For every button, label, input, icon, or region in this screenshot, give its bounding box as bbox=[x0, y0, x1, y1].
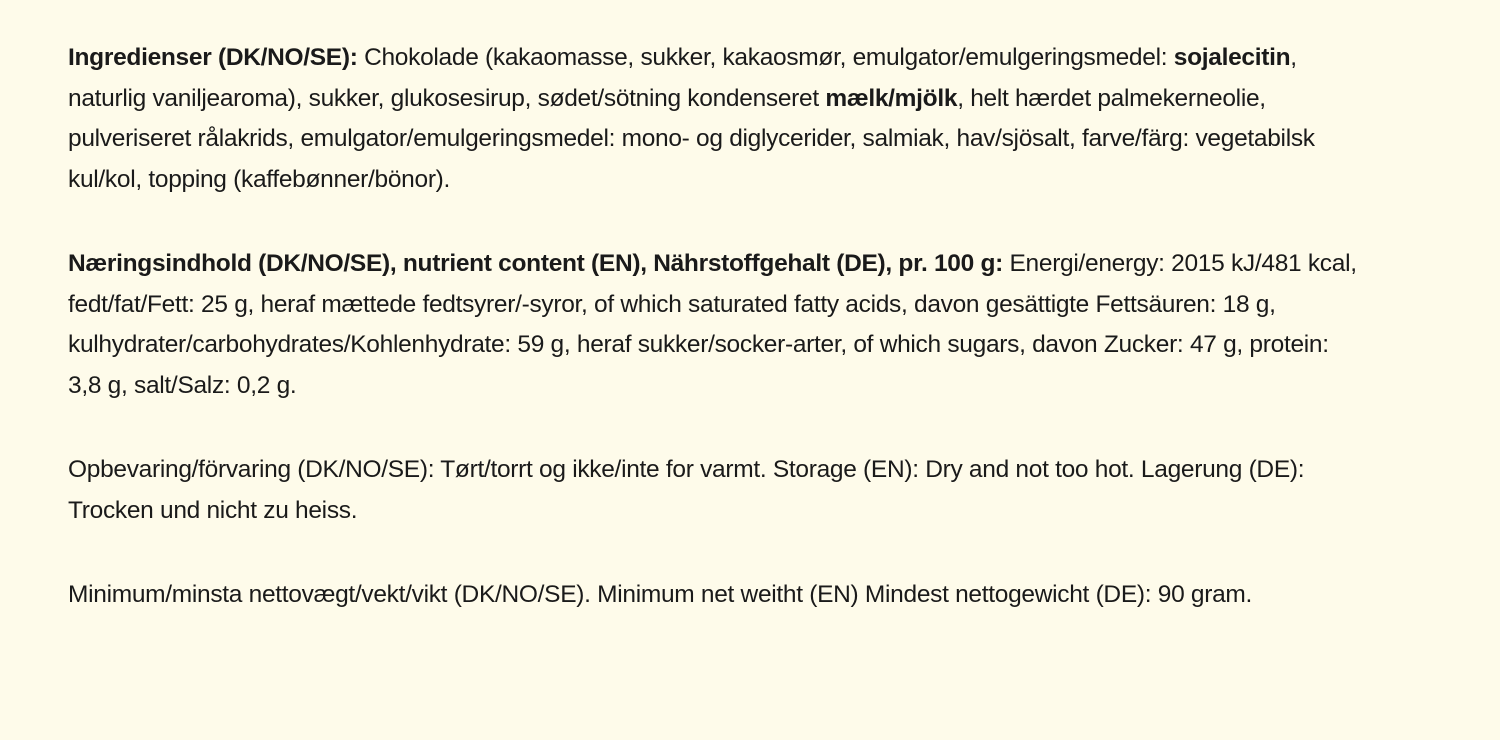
ingredients-text: , helt hærdet palmekerneolie, pulveriseret rålakrids, emulgator/emulgeringsmedel: mono- og diglycerider, salmiak, hav/sjösalt, farve/färg: vegetabilsk kul/kol, topping (kaffebønner/bönor). bbox=[68, 84, 1315, 193]
product-information bbox=[68, 38, 1368, 660]
nutrition-text: Energi/energy: 2015 kJ/481 kcal, fedt/fat/Fett: 25 g, heraf mættede fedtsyrer/-syror, of which saturated fatty acids, davon gesättigte Fettsäuren: 18 g, kulhydrater/carbohydrates/Kohlenhydrate: 59 g, heraf sukker/socker-arter, of which sugars, davon Zucker: 47 g, protein: 3,8 g, salt/Salz: 0,2 g. bbox=[68, 250, 1357, 399]
ingredients-paragraph bbox=[68, 38, 1368, 200]
ingredients-text: Chokolade (kakaomasse, sukker, kakaosmør, emulgator/emulgeringsmedel: bbox=[357, 44, 1174, 71]
net-weight-paragraph: Minimum/minsta nettovægt/vekt/vikt (DK/NO/SE). Minimum net weitht (EN) Mindest nettogewicht (DE): 90 gram. bbox=[68, 581, 1253, 608]
ingredients-text: , naturlig vaniljearoma), sukker, glukosesirup, sødet/sötning kondenseret bbox=[68, 44, 1297, 112]
allergen-milk: mælk/mjölk bbox=[825, 84, 958, 112]
nutrition-paragraph bbox=[68, 244, 1368, 406]
allergen-soy: sojalecitin bbox=[1173, 44, 1291, 71]
storage-paragraph: Opbevaring/förvaring (DK/NO/SE): Tørt/torrt og ikke/inte for varmt. Storage (EN): Dry and not too hot. Lagerung (DE): Trocken und nicht zu heiss. bbox=[68, 456, 1305, 524]
ingredients-label: Ingredienser (DK/NO/SE): bbox=[68, 44, 358, 71]
nutrition-label: Næringsindhold (DK/NO/SE), nutrient content (EN), Nährstoffgehalt (DE), pr. 100 g: bbox=[68, 250, 1003, 277]
